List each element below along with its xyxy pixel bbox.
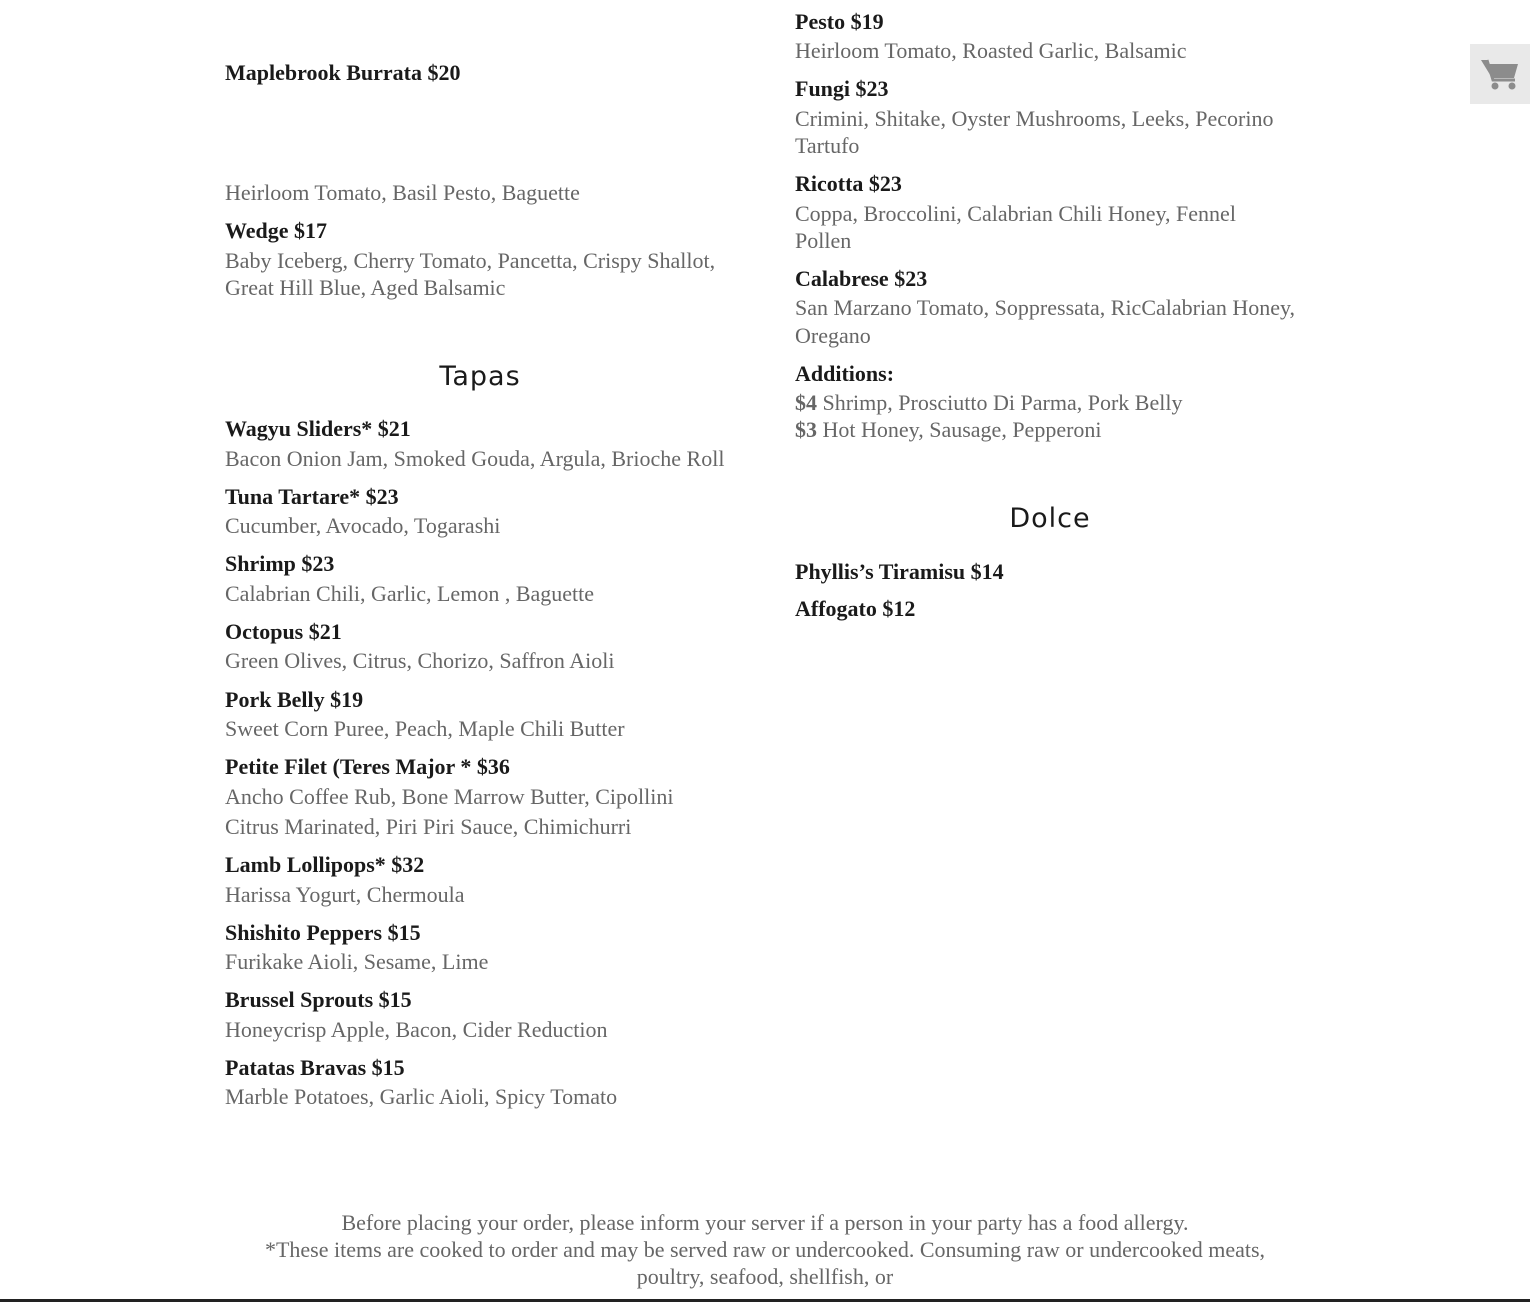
raw-food-warning-2: poultry, seafood, shellfish, or	[636, 1264, 894, 1289]
additions-price: $3	[795, 417, 817, 442]
item-name-tapas: Pork Belly $19	[225, 687, 364, 712]
item-name-tapas: Petite Filet (Teres Major * $36	[225, 754, 510, 779]
item-name-tapas: Lamb Lollipops* $32	[225, 852, 425, 877]
allergy-notice: Before placing your order, please inform your server if a person in your party has a food allergy.	[341, 1210, 1189, 1235]
item-name-tapas: Octopus $21	[225, 619, 342, 644]
section-title-tapas: Tapas	[439, 361, 521, 392]
item-desc-wedge-2: Great Hill Blue, Aged Balsamic	[225, 275, 506, 300]
additions-price: $4	[795, 390, 817, 415]
item-name-tapas: Patatas Bravas $15	[225, 1055, 405, 1080]
item-desc-pizza: Crimini, Shitake, Oyster Mushrooms, Leeks, Pecorino	[795, 106, 1274, 131]
item-desc-pizza-2: Pollen	[795, 228, 852, 253]
item-name-burrata: Maplebrook Burrata $20	[225, 60, 461, 85]
item-desc-pizza: San Marzano Tomato, Soppressata, RicCalabrian Honey,	[795, 295, 1296, 320]
item-name-tapas: Wagyu Sliders* $21	[225, 416, 411, 441]
item-desc-tapas: Calabrian Chili, Garlic, Lemon , Baguette	[225, 581, 595, 606]
item-name-tapas: Shishito Peppers $15	[225, 920, 421, 945]
item-desc-pizza: Heirloom Tomato, Roasted Garlic, Balsamic	[795, 38, 1187, 63]
item-name-pizza: Fungi $23	[795, 76, 889, 101]
raw-food-warning: *These items are cooked to order and may be served raw or undercooked. Consuming raw or undercooked meats,	[264, 1237, 1266, 1262]
section-title-dolce: Dolce	[1009, 503, 1091, 534]
item-name-pizza: Pesto $19	[795, 9, 884, 34]
item-desc-tapas: Cucumber, Avocado, Togarashi	[225, 513, 501, 538]
item-desc-tapas: Harissa Yogurt, Chermoula	[225, 882, 465, 907]
item-name-pizza: Calabrese $23	[795, 266, 928, 291]
item-desc-tapas: Furikake Aioli, Sesame, Lime	[225, 949, 489, 974]
item-name-tapas: Brussel Sprouts $15	[225, 987, 412, 1012]
item-desc-wedge: Baby Iceberg, Cherry Tomato, Pancetta, Crispy Shallot,	[225, 248, 716, 273]
additions-items: Hot Honey, Sausage, Pepperoni	[817, 417, 1102, 442]
item-desc-tapas: Marble Potatoes, Garlic Aioli, Spicy Tomato	[225, 1084, 618, 1109]
item-desc-tapas: Ancho Coffee Rub, Bone Marrow Butter, Cipollini	[225, 784, 674, 809]
item-name-tapas: Tuna Tartare* $23	[225, 484, 399, 509]
item-name-pizza: Ricotta $23	[795, 171, 902, 196]
additions-line	[795, 416, 1102, 443]
item-desc-tapas: Bacon Onion Jam, Smoked Gouda, Argula, Brioche Roll	[225, 446, 725, 471]
item-desc-tapas-2: Citrus Marinated, Piri Piri Sauce, Chimichurri	[225, 814, 632, 839]
item-name-tapas: Shrimp $23	[225, 551, 335, 576]
additions-items: Shrimp, Prosciutto Di Parma, Pork Belly	[817, 390, 1183, 415]
item-name-dolce: Affogato $12	[795, 596, 916, 621]
shopping-cart-icon	[1480, 56, 1520, 92]
item-desc-pizza: Coppa, Broccolini, Calabrian Chili Honey, Fennel	[795, 201, 1236, 226]
item-desc-tapas: Honeycrisp Apple, Bacon, Cider Reduction	[225, 1017, 608, 1042]
item-name-wedge: Wedge $17	[225, 218, 328, 243]
item-desc-tapas: Green Olives, Citrus, Chorizo, Saffron Aioli	[225, 648, 615, 673]
item-desc-pizza-2: Tartufo	[795, 133, 860, 158]
cart-button[interactable]	[1470, 44, 1530, 104]
additions-line	[795, 389, 1182, 416]
item-desc-burrata: Heirloom Tomato, Basil Pesto, Baguette	[225, 180, 580, 205]
item-desc-pizza-2: Oregano	[795, 323, 871, 348]
additions-title: Additions:	[795, 361, 895, 386]
item-desc-tapas: Sweet Corn Puree, Peach, Maple Chili Butter	[225, 716, 625, 741]
item-name-dolce: Phyllis’s Tiramisu $14	[795, 559, 1004, 584]
